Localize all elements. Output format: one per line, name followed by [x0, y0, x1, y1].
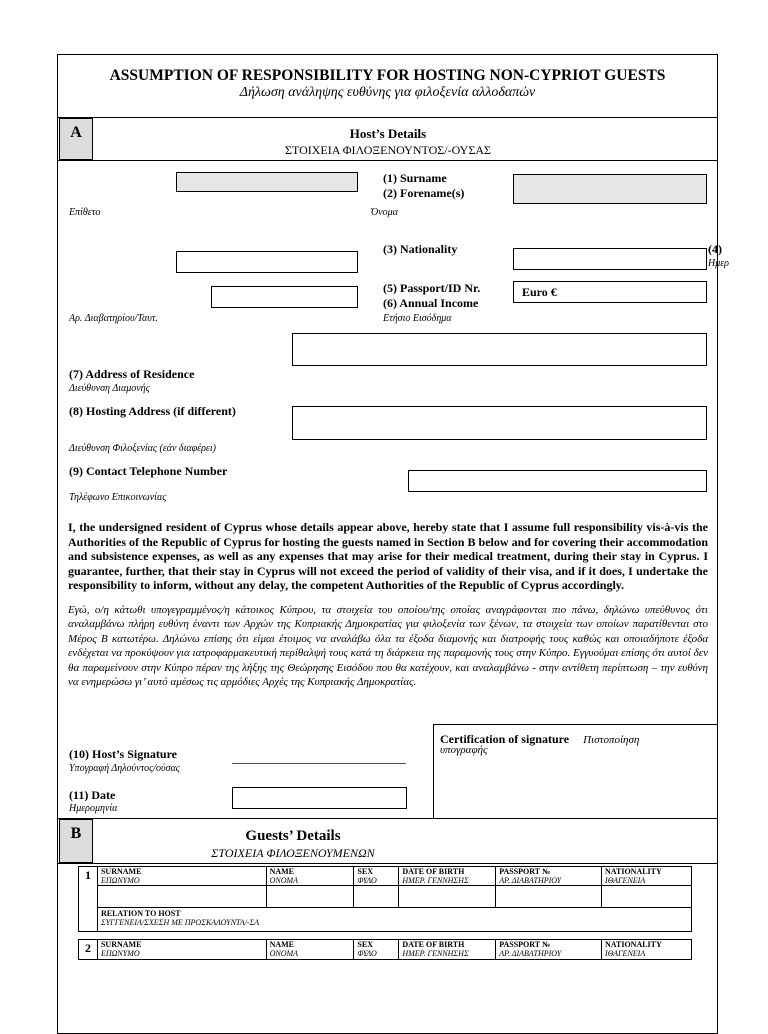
surname-greek-label: Επίθετο: [69, 207, 101, 218]
section-a-letter: A: [59, 118, 93, 160]
date-label: (11) Date: [69, 788, 116, 802]
form-title: ASSUMPTION OF RESPONSIBILITY FOR HOSTING NON-CYPRIOT GUESTS: [109, 67, 666, 84]
nationality-label: (3) Nationality: [383, 242, 458, 256]
signature-greek-label: Υπογραφή Δηλούντος/ούσας: [69, 763, 180, 774]
surname-input[interactable]: [176, 172, 358, 192]
divider: [57, 863, 718, 864]
divider: [57, 818, 433, 819]
sex-column-header: SEX ΦΥΛΟ: [354, 867, 399, 886]
address-input[interactable]: [292, 333, 707, 366]
nationality-input[interactable]: [176, 251, 358, 273]
passport-greek-label: Αρ. Διαβατηρίου/Ταυτ.: [69, 313, 158, 324]
guest-1-table: [78, 866, 692, 932]
date-input[interactable]: [232, 787, 407, 809]
field-4-input[interactable]: [513, 248, 707, 270]
income-label: (6) Annual Income: [383, 296, 479, 310]
guest-name-cell[interactable]: [266, 886, 354, 908]
nationality-column-header: NATIONALITY ΙΘΑΓΕΝΕΙΑ: [602, 867, 692, 886]
telephone-label: (9) Contact Telephone Number: [69, 464, 228, 478]
form-subtitle: Δήλωση ανάληψης ευθύνης για φιλοξενία αλλοδαπών: [239, 85, 536, 100]
signature-line[interactable]: [232, 763, 406, 764]
telephone-input[interactable]: [408, 470, 707, 492]
relation-cell[interactable]: RELATION TO HOST ΣΥΓΓΕΝΕΙΑ/ΣΧΕΣΗ ΜΕ ΠΡΟΣΚΑΛΟΥΝΤΑ/-ΣΑ: [97, 908, 691, 932]
income-greek-label: Ετήσιο Εισόδημα: [383, 313, 452, 324]
divider: [57, 160, 718, 161]
section-a-subtitle: ΣΤΟΙΧΕΙΑ ΦΙΛΟΞΕΝΟΥΝΤΟΣ/-ΟΥΣΑΣ: [285, 143, 491, 157]
surname-label: (1) Surname: [383, 171, 447, 185]
certification-greek-label: Πιστοποίηση: [583, 734, 640, 746]
divider: [57, 117, 718, 118]
guest-nationality-cell[interactable]: [602, 886, 692, 908]
hosting-address-greek-label: Διεύθυνση Φιλοξενίας (εάν διαφέρει): [69, 443, 216, 454]
certification-label: Certification of signature: [440, 732, 570, 746]
certification-box[interactable]: [433, 724, 718, 819]
dob-column-header: DATE OF BIRTH ΗΜΕΡ. ΓΕΝΝΗΣΗΣ: [399, 867, 496, 886]
income-input[interactable]: [513, 281, 707, 303]
date-greek-label: Ημερομηνία: [69, 803, 118, 814]
passport-column-header: PASSPORT № ΑΡ. ΔΙΑΒΑΤΗΡΙΟΥ: [496, 867, 602, 886]
passport-label: (5) Passport/ID Nr.: [383, 281, 481, 295]
declaration-english: I, the undersigned resident of Cyprus whose details appear above, hereby state that I assume full responsibility vis-à-vis the Authorities of the Republic of Cyprus for hosting the guests named in Section B below and for covering their accommodation and subsistence expenses, as well as any expenses that may arise for their medical treatment, during their stay in Cyprus. I guarantee, further, that their stay in Cyprus will not exceed the period of validity of their visa, and if it does, I undertake the responsibility to inform, without any delay, the competent Authorities of the Republic of Cyprus accordingly.: [68, 520, 708, 593]
guest-sex-cell[interactable]: [354, 886, 399, 908]
section-b-title: Guests’ Details: [245, 828, 341, 844]
section-b-letter: B: [59, 819, 93, 863]
income-currency: Euro €: [522, 285, 557, 299]
section-b-subtitle: ΣΤΟΙΧΕΙΑ ΦΙΛΟΞΕΝΟΥΜΕΝΩΝ: [211, 846, 375, 860]
address-label: (7) Address of Residence: [69, 367, 195, 381]
forename-greek-label: Όνομα: [371, 207, 398, 218]
nationality-column-header: NATIONALITY ΙΘΑΓΕΝΕΙΑ: [602, 940, 692, 960]
declaration-greek: Εγώ, ο/η κάτωθι υπογεγραμμένος/η κάτοικος Κύπρου, τα στοιχεία του οποίου/της οποίας αναγράφονται πιο πάνω, δηλώνω υπεύθυνος ότι αναλαμβάνω πλήρη ευθύνη έναντι των Αρχών της Κυπριακής Δημοκρατίας για φιλοξενία των ξένων, τα στοιχεία των οποίων παρατίθενται στο Μέρος Β κατωτέρω. Δηλώνω επίσης ότι είμαι έτοιμος να αναλάβω όλα τα έξοδα διαμονής και διατροφής τους καθώς και οποιαδήποτε έξοδα ενδέχεται να προκύψουν για ιατροφαρμακευτική περίθαλψή τους κατά τη διάρκεια της παραμονής τους στην Κύπρο. Εγγυούμαι επίσης ότι αυτοί δεν θα παραμείνουν στην Κύπρο πέραν της λήξης της Θεώρησης Εισόδου που θα κατέχουν, και αναλαμβάνω - στην αντίθετη περίπτωση – την ευθύνη να ενημερώσω γι’ αυτό αμέσως τις αρμόδιες Αρχές της Κυπριακής Δημοκρατίας.: [68, 604, 708, 689]
guest-number: 1: [79, 867, 98, 932]
surname-column-header: SURNAME ΕΠΩΝΥΜΟ: [97, 940, 266, 960]
guest-2-table: [78, 939, 692, 960]
field-4-greek-label: Ημερ: [708, 258, 729, 269]
surname-column-header: SURNAME ΕΠΩΝΥΜΟ: [97, 867, 266, 886]
hosting-address-input[interactable]: [292, 406, 707, 440]
dob-column-header: DATE OF BIRTH ΗΜΕΡ. ΓΕΝΝΗΣΗΣ: [399, 940, 496, 960]
name-column-header: NAME ΟΝΟΜΑ: [266, 867, 354, 886]
forename-label: (2) Forename(s): [383, 186, 465, 200]
certification-greek-label-2: υπογραφής: [440, 744, 488, 756]
guest-dob-cell[interactable]: [399, 886, 496, 908]
signature-label: (10) Host’s Signature: [69, 747, 177, 761]
address-greek-label: Διεύθυνση Διαμονής: [69, 383, 150, 394]
passport-input[interactable]: [211, 286, 358, 308]
section-a-title: Host’s Details: [349, 126, 427, 141]
hosting-address-label: (8) Hosting Address (if different): [69, 404, 236, 418]
guest-passport-cell[interactable]: [496, 886, 602, 908]
passport-column-header: PASSPORT № ΑΡ. ΔΙΑΒΑΤΗΡΙΟΥ: [496, 940, 602, 960]
name-column-header: NAME ΟΝΟΜΑ: [266, 940, 354, 960]
guest-surname-cell[interactable]: [97, 886, 266, 908]
forename-input[interactable]: [513, 174, 707, 204]
telephone-greek-label: Τηλέφωνο Επικοινωνίας: [69, 492, 167, 503]
guest-number: 2: [79, 940, 98, 960]
field-4-label: (4): [708, 242, 722, 256]
sex-column-header: SEX ΦΥΛΟ: [354, 940, 399, 960]
